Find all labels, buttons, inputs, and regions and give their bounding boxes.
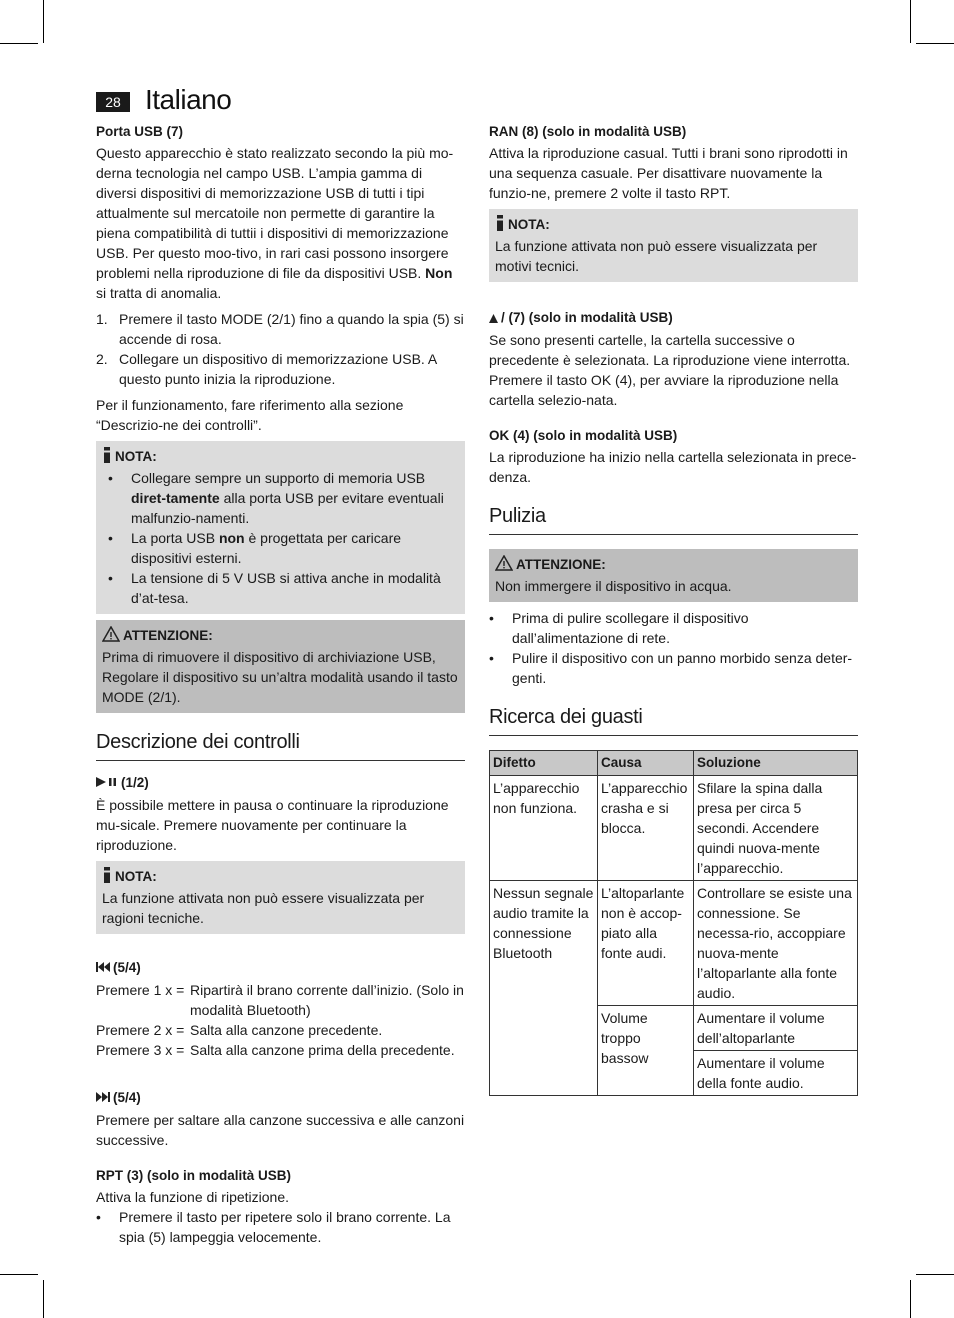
control-text: Se sono presenti cartelle, la cartella successive o precedente è selezionata. La riproduzione viene interrotta. Premere il tasto OK (4), per avviare la riproduzione nella cartella selezio-nata. <box>489 331 851 408</box>
control-heading: (5/4) <box>96 1090 465 1106</box>
list-item: • Prima di pulire scollegare il dispositivo dall’alimentazione di rete. <box>483 608 858 648</box>
crop-mark <box>916 1274 954 1275</box>
crop-mark <box>43 0 44 43</box>
warning-title: ATTENZIONE: <box>123 628 213 644</box>
list-item: • La tensione di 5 V USB si attiva anche in modalità d’at-tesa. <box>102 568 459 608</box>
note-box: NOTA: La funzione attivata non può essere visualizzata per motivi tecnici. <box>489 209 858 282</box>
warning-box: ATTENZIONE: Non immergere il dispositivo in acqua. <box>489 549 858 602</box>
control-heading: RPT (3) (solo in modalità USB) <box>96 1167 292 1183</box>
up-down-arrows-icon <box>489 311 498 326</box>
troubleshooting-table <box>489 750 858 1096</box>
list-item: 1. Premere il tasto MODE (2/1) fino a quando la spia (5) si accende di rosa. <box>96 311 464 347</box>
control-text: La riproduzione ha inizio nella cartella selezionata in prece-denza. <box>489 448 857 485</box>
note-text: La funzione attivata non può essere visualizzata per motivi tecnici. <box>495 238 818 274</box>
page-title: Italiano <box>145 84 232 115</box>
skip-back-icon <box>96 961 110 976</box>
section-heading: Ricerca dei guasti <box>489 706 858 736</box>
info-icon <box>102 867 112 888</box>
warning-text: Non immergere il dispositivo in acqua. <box>495 577 732 594</box>
table-row: Aumentare il volume della fonte audio. <box>490 1050 858 1095</box>
play-pause-icon <box>96 776 118 791</box>
warning-icon <box>495 555 513 576</box>
control-heading: / (7) (solo in modalità USB) <box>489 310 858 326</box>
list-item: • La porta USB non è progettata per caricare dispositivi esterni. <box>102 528 459 568</box>
reference-paragraph: Per il funzionamento, fare riferimento alla sezione “Descrizio-ne dei controlli”. <box>96 397 404 433</box>
note-title: NOTA: <box>115 449 157 465</box>
list-item: • Collegare sempre un supporto di memoria USB diret-tamente alla porta USB per evitare eventuali malfunzio-namenti. <box>102 468 459 528</box>
control-text: Attiva la funzione di ripetizione. <box>96 1188 289 1205</box>
warning-text: Prima di rimuovere il dispositivo di archiviazione USB, Regolare il dispositivo su un’altra modalità usando il tasto MODE (2/1). <box>102 649 458 705</box>
usb-paragraph: Questo apparecchio è stato realizzato secondo la più mo-derna tecnologia nel campo USB. L’ampia gamma di diversi dispositivi di memorizzazione USB di tutti i tipi attualmente sul mercatoile non permette di garantire la piena compatibilità di tuttii i dispositivi di memorizzazione USB. Per questo moo-tivo, in rari casi possono insorgere problemi nella riproduzione di file da dispositivi USB. Non si tratta di anomalia. <box>96 145 454 301</box>
crop-mark <box>910 0 911 43</box>
crop-mark <box>916 43 954 44</box>
list-item: 2. Collegare un dispositivo di memorizzazione USB. A questo punto inizia la riproduzione. <box>96 351 437 387</box>
crop-mark <box>0 1274 38 1275</box>
right-column <box>489 124 858 1096</box>
note-box <box>96 441 465 614</box>
table-row: Nessun segnale audio tramite la connessione Bluetooth L’altoparlante non è accop-piato alla fonte audi. Controllare se esiste una connessione. Se necessa-rio, accoppiare nuova-mente l’altoparlante alla fonte audio. <box>490 880 858 1005</box>
table-row: L’apparecchio non funziona. L’apparecchio crasha e si blocca. Sfilare la spina dalla presa per circa 5 secondi. Accendere quindi nuova-mente l’apparecchio. <box>490 775 858 880</box>
usb-steps <box>96 309 465 389</box>
control-heading: RAN (8) (solo in modalità USB) <box>489 124 687 139</box>
table-row: Premere 2 x = Salta alla canzone precedente. <box>96 1021 383 1038</box>
warning-icon <box>102 626 120 647</box>
info-icon <box>495 215 505 236</box>
table-row: Volume troppo bassow Aumentare il volume dell’altoparlante <box>490 1005 858 1050</box>
table-row: Premere 3 x = Salta alla canzone prima della precedente. <box>96 1041 455 1058</box>
skip-forward-icon <box>96 1091 110 1106</box>
page-number: 28 <box>96 92 130 112</box>
control-heading: OK (4) (solo in modalità USB) <box>489 427 678 443</box>
left-column <box>96 124 465 1247</box>
crop-mark <box>0 43 38 44</box>
control-text: Attiva la riproduzione casual. Tutti i brani sono riprodotti in una sequenza casuale. Per disattivare nuovamente la funzio-ne, premere 2 volte il tasto RPT. <box>489 145 848 201</box>
table-row: Premere 1 x = Ripartirà il brano corrente dall’inizio. (Solo in modalità Bluetooth) <box>96 981 464 1018</box>
control-text: È possibile mettere in pausa o continuare la riproduzione mu-sicale. Premere nuovamente per continuare la riproduzione. <box>96 796 449 853</box>
warning-box <box>96 620 465 713</box>
table-header-row: Difetto Causa Soluzione <box>490 750 858 775</box>
control-text: Premere per saltare alla canzone successiva e alle canzoni successive. <box>96 1111 465 1148</box>
crop-mark <box>43 1280 44 1318</box>
section-heading: Pulizia <box>489 505 858 535</box>
section-heading: Descrizione dei controlli <box>96 731 465 761</box>
press-table <box>96 980 465 1060</box>
control-heading: (1/2) <box>96 775 465 791</box>
crop-mark <box>910 1280 911 1318</box>
list-item: • Premere il tasto per ripetere solo il brano corrente. La spia (5) lampeggia velocemente. <box>90 1207 465 1247</box>
usb-heading: Porta USB (7) <box>96 124 184 139</box>
note-text: La funzione attivata non può essere visualizzata per ragioni tecniche. <box>102 889 425 926</box>
control-heading: (5/4) <box>96 960 465 976</box>
note-box: NOTA: La funzione attivata non può essere visualizzata per ragioni tecniche. <box>96 861 465 934</box>
info-icon <box>102 447 112 468</box>
list-item: • Pulire il dispositivo con un panno morbido senza deter-genti. <box>483 648 858 688</box>
